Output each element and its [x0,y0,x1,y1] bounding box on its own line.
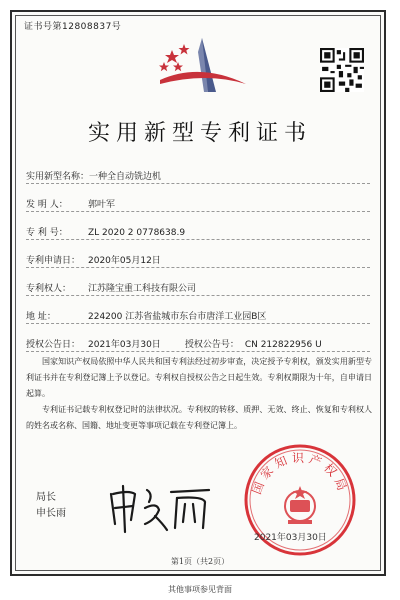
utility-model-name-label: 实用新型名称： [26,172,90,182]
divider [26,183,370,184]
patent-number-value: ZL 2020 2 0778638.9 [88,228,186,238]
address-row [26,309,266,322]
filing-date-row [26,253,161,266]
divider [26,267,370,268]
certificate-number: 证书号第12808837号 [24,22,122,32]
patent-number-label: 专 利 号： [26,228,68,238]
footer-note: 其他事项参见背面 [168,585,232,594]
divider [26,295,370,296]
certificate-statement [26,354,372,434]
patent-number-row [26,225,185,238]
inventor-label: 发 明 人： [26,200,68,210]
filing-date-label: 专利申请日： [26,256,81,266]
divider [26,239,370,240]
qr-code [320,48,364,92]
filing-date-value: 2020年05月12日 [88,256,161,266]
address-label: 地 址： [26,312,56,322]
address-value: 224200 江苏省盐城市东台市唐洋工业园B区 [88,312,267,322]
grant-row [26,337,322,350]
patentee-row [26,281,196,294]
inventor-row [26,197,115,210]
handwritten-signature [105,480,215,535]
grant-date-label: 授权公告日： [26,340,81,350]
certificate-title: 实用新型专利证书 [87,121,312,146]
director-title: 局长 [36,492,56,503]
statement-paragraph-1: 国家知识产权局依照中华人民共和国专利法经过初步审查，决定授予专利权，颁发实用新型专利证书并在专利登记簿上予以登记。专利权自授权公告之日起生效。专利权期限为十年，自申请日起算。 [26,357,372,398]
grant-number-value: CN 212822956 U [244,340,322,350]
seal-text: 国家知识产权局 [249,451,351,497]
utility-model-name-row [26,169,161,182]
grant-date-value: 2021年03月30日 [88,340,161,350]
divider [26,351,370,352]
patentee-label: 专利权人： [26,284,72,294]
patentee-value: 江苏隆宝重工科技有限公司 [88,284,197,294]
statement-paragraph-2: 专利证书记载专利权登记时的法律状况。专利权的转移、质押、无效、终止、恢复和专利权人的姓名或名称、国籍、地址变更等事项记载在专利登记簿上。 [26,405,372,430]
page-number: 第1页（共2页） [170,557,230,566]
divider [26,323,370,324]
utility-model-name-value: 一种全自动铣边机 [89,172,162,182]
inventor-value: 郭叶军 [88,200,116,210]
grant-number-label: 授权公告号： [184,340,239,350]
director-name: 申长雨 [36,508,66,519]
seal-date: 2021年03月30日 [254,533,327,543]
divider [26,211,370,212]
patent-office-emblem-icon [150,32,250,104]
